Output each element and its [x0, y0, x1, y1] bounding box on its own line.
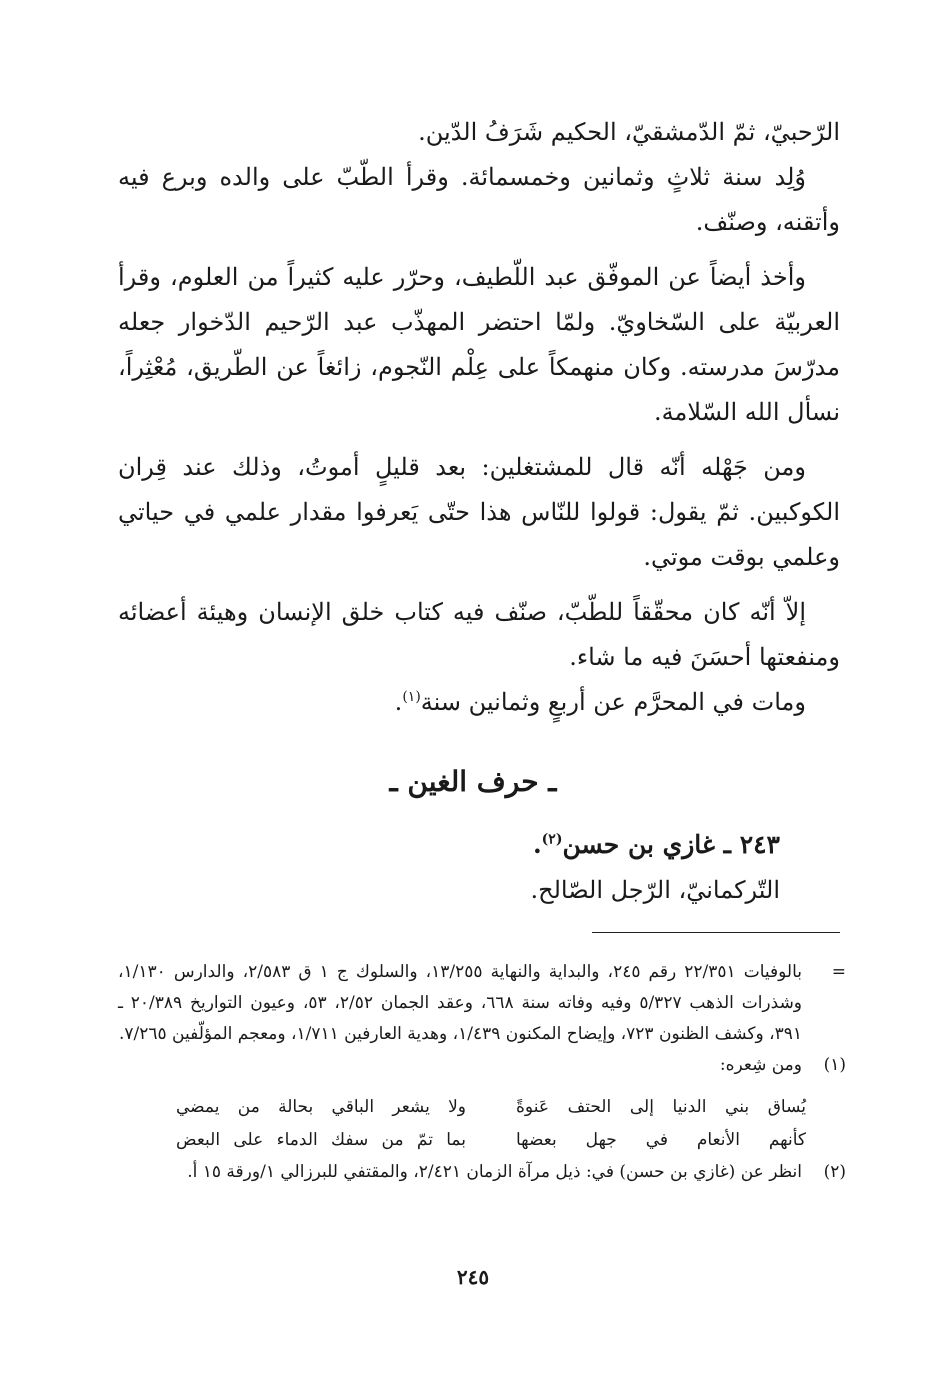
footnote-divider: [592, 932, 840, 933]
entry-title-end: .: [532, 830, 542, 859]
footnote-2: [118, 1157, 846, 1188]
body-paragraph: وُلِد سنة ثلاثٍ وثمانين وخمسمائة. وقرأ الطّبّ على والده وبرع فيه وأتقنه، وصنّف.: [118, 163, 840, 236]
verse-first-hemistich: يُساق بني الدنيا إلى الحتف عَنوةً: [516, 1097, 806, 1117]
body-paragraph: ومن جَهْله أنّه قال للمشتغلين: بعد قليلٍ أموتُ، وذلك عند قِران الكوكبين. ثمّ يقول: قولوا للنّاس هذا حتّى يَعرفوا مقدار علمي في حياتي وعلمي بوقت موتي.: [118, 453, 840, 571]
body-paragraph: إلاّ أنّه كان محقّقاً للطّبّ، صنّف فيه كتاب خلق الإنسان وهيئة أعضائه ومنفعتها أحسَنَ فيه ما شاء.: [118, 598, 840, 671]
footnote-text: انظر عن (غازي بن حسن) في: ذيل مرآة الزمان ٢/٤٢١، والمقتفي للبرزالي ١/ورقة ١٥ أ.: [187, 1162, 802, 1182]
sentence-end: .: [394, 688, 403, 716]
footnote-reference-2: (٢): [541, 831, 563, 848]
poem-verse: [176, 1091, 806, 1124]
footnote-reference-1: (١): [402, 689, 421, 705]
footnote-text: بالوفيات ٢٢/٣٥١ رقم ٢٤٥، والبداية والنهاية ١٣/٢٥٥، والسلوك ج ١ ق ٢/٥٨٣، والدارس ١/١٣٠، وشذرات الذهب ٥/٣٢٧ وفيه وفاته سنة ٦٦٨، وعقد الجمان ٢/٥٢، ٥٣، وعيون التواريخ ٢٠/٣٨٩ ـ ٣٩١، وكشف الظنون ٧٢٣، وإيضاح المكنون ١/٤٣٩، وهدية العارفين ١/٧١١، ومعجم المؤلّفين ٧/٢٦٥.: [118, 962, 803, 1044]
entry-title-text: ٢٤٣ ـ غازي بن حسن: [562, 830, 780, 859]
continuation-marker: =: [831, 962, 846, 982]
body-paragraph: وأخذ أيضاً عن الموفّق عبد اللّطيف، وحرّر عليه كثيراً من العلوم، وقرأ العربيّة على السّخاويّ. ولمّا احتضر المهذّب عبد الرّحيم الدّخوار جعله مدرّسَ مدرسته. وكان منهمكاً على عِلْم النّجوم، زائغاً عن الطّريق، مُعْثِراً، نسأل الله السّلامة.: [118, 263, 840, 426]
verse-first-hemistich: كأنهم الأنعام في جهل بعضها: [516, 1130, 806, 1150]
footnote-1: [118, 1050, 846, 1081]
footnote-continuation: [118, 957, 846, 1050]
page-number: ٢٤٥: [456, 1265, 490, 1289]
verse-second-hemistich: ولا يشعر الباقي بحالة من يمضي: [176, 1097, 466, 1117]
entry-title: [118, 822, 780, 868]
poem-verse: [176, 1124, 806, 1157]
footnotes: [118, 957, 846, 1188]
body-paragraph-last: [118, 680, 840, 725]
footnote-marker: (٢): [823, 1162, 846, 1182]
entry-description: التّركمانيّ، الرّجل الصّالح.: [530, 876, 780, 904]
verse-second-hemistich: بما تمّ من سفك الدماء على البعض: [176, 1130, 466, 1150]
footnote-text: ومن شِعره:: [719, 1055, 802, 1075]
footnote-marker: (١): [823, 1055, 846, 1075]
biography-entry: [118, 822, 780, 912]
body-paragraph: الرّحبيّ، ثمّ الدّمشقيّ، الحكيم شَرَفُ الدّين.: [418, 118, 840, 146]
main-text: [118, 110, 840, 725]
section-heading: ـ حرف الغين ـ: [389, 765, 557, 798]
body-paragraph-text: ومات في المحرَّم عن أربعٍ وثمانين سنة: [420, 688, 806, 716]
poem: [176, 1091, 806, 1157]
